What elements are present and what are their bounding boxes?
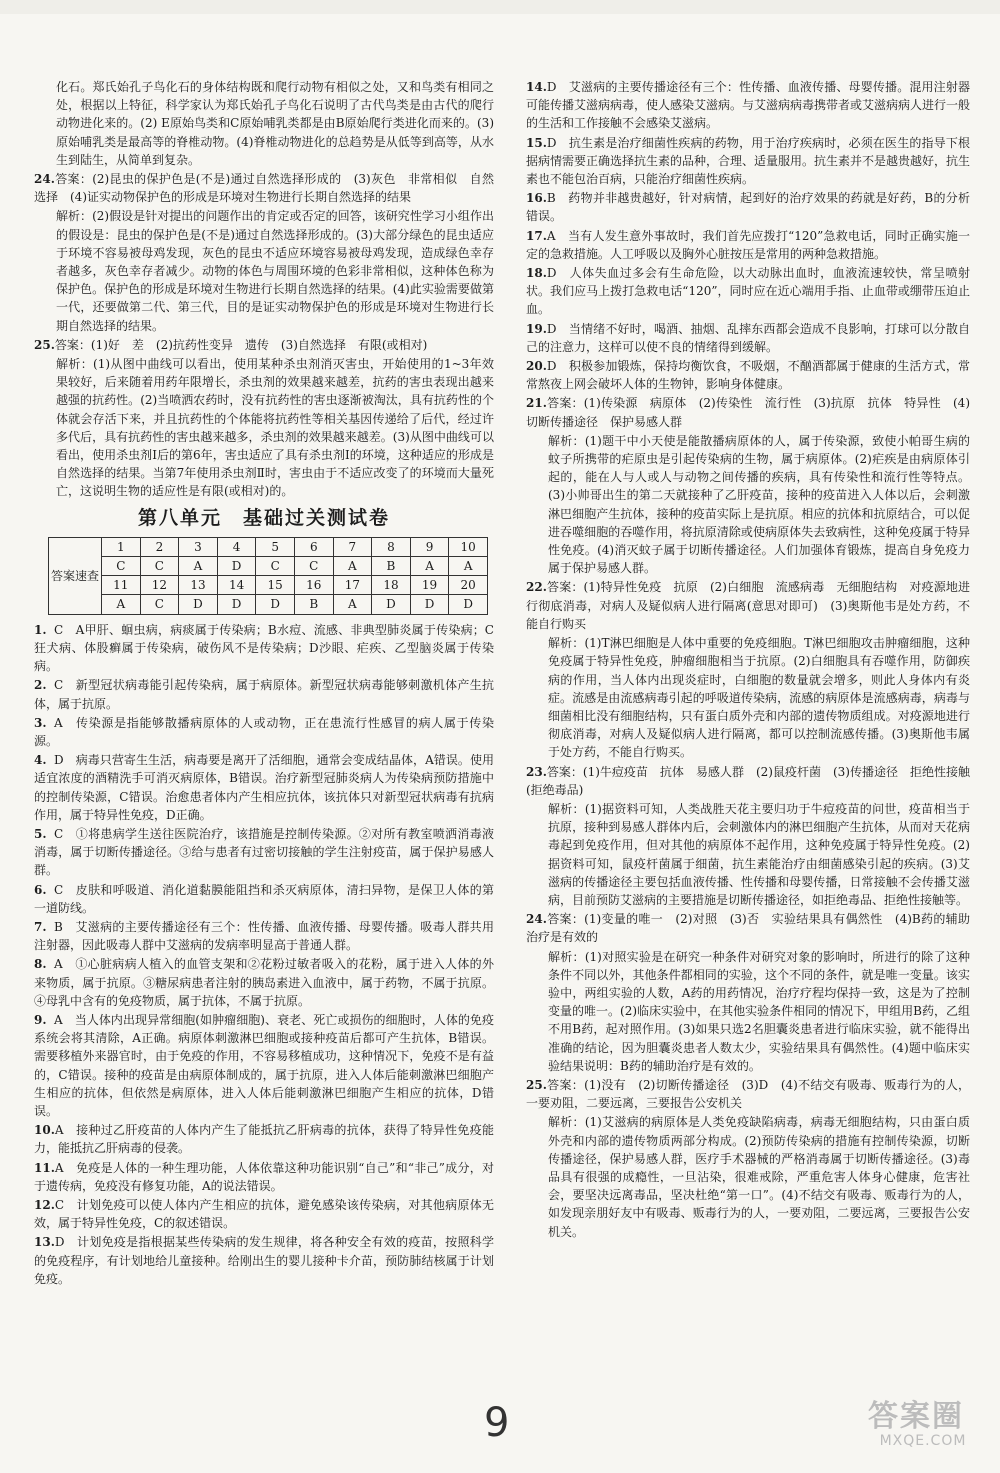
question-number: 22. — [526, 580, 547, 595]
answer-entry — [526, 394, 970, 430]
question-number: 25. — [34, 337, 55, 352]
answer-table-row — [49, 557, 488, 576]
answer-entry — [526, 227, 970, 263]
answer-letter: A — [449, 557, 488, 576]
entry-text: A 免疫是人体的一种生理功能，人体依靠这种功能识别“自己”和“非己”成分，对于遗传病，免疫没有修复功能，A的说法错误。 — [34, 1160, 494, 1193]
entry-text: D 抗生素是治疗细菌性疾病的药物，用于治疗疾病时，必须在医生的指导下根据病情需要正确选择抗生素的品种，合理、适量服用。抗生素并不是越贵越好，抗生素也不能包治百病，只能治疗细菌性疾病。 — [526, 135, 971, 187]
watermark-logo: 答案圈 — [868, 1399, 964, 1434]
answer-entry — [34, 621, 494, 676]
question-number: 13. — [34, 1235, 55, 1250]
answer-letter: C — [294, 557, 333, 576]
answer-entry — [526, 264, 970, 319]
answer-entry — [34, 355, 494, 501]
question-number: 24. — [34, 172, 55, 187]
answer-entry — [526, 578, 970, 633]
answer-letter: B — [372, 557, 411, 576]
answer-entry — [34, 1233, 494, 1288]
answer-entry — [526, 189, 970, 225]
entry-text: A 当有人发生意外事故时，我们首先应拨打“120”急救电话，同时正确实施一定的急救措施。人工呼吸以及胸外心脏按压是常用的两种急救措施。 — [526, 228, 970, 261]
entry-text: 解析：(1)T淋巴细胞是人体中重要的免疫细胞。T淋巴细胞攻击肿瘤细胞，这种免疫属于特异性免疫，肿瘤细胞相当于抗原。(2)白细胞具有吞噬作用，防御疾病的作用，当人体内出现炎症时，白细胞的数量就会增多，则此人身体内有炎症。流感是由流感病毒引起的呼吸道传染病，流感的病原体是流感病毒，病毒与细菌相比没有细胞结构，只有蛋白质外壳和内部的遗传物质组成。对疫源地进行彻底消毒，对病人及疑似病人进行隔离，都可以控制流感传播。(3)奥斯他韦属于处方药，不能自行购买。 — [548, 636, 970, 760]
answer-entry — [34, 751, 494, 824]
answer-num: 13 — [179, 576, 218, 595]
answer-table-row — [49, 595, 488, 614]
entry-text: 答案：(1)特异性免疫 抗原 (2)白细胞 流感病毒 无细胞结构 对疫源地进行彻底消毒，对病人及疑似病人进行隔离(意思对即可) (3)奥斯他韦是处方药，不能自行购买 — [526, 580, 970, 631]
answer-letter: C — [256, 557, 295, 576]
answer-num: 8 — [372, 537, 411, 556]
answer-num: 6 — [294, 537, 333, 556]
answer-letter: C — [140, 557, 179, 576]
answer-num: 10 — [449, 537, 488, 556]
question-number: 11. — [34, 1160, 55, 1175]
page-number: 9 — [484, 1400, 510, 1446]
question-number: 16. — [526, 191, 547, 206]
answer-entry — [526, 1076, 970, 1112]
answer-entry — [526, 1113, 970, 1240]
question-number: 20. — [526, 359, 547, 374]
question-number: 25. — [526, 1077, 547, 1092]
question-number: 15. — [526, 135, 547, 150]
answer-letter: D — [372, 595, 411, 614]
entry-text: 解析：(1)对照实验是在研究一种条件对研究对象的影响时，所进行的除了这种条件不同以外，其他条件都相同的实验，这个不同的条件，就是唯一变量。该实验中，两组实验的人数，A药的用药情况，治疗疗程均保持一致，这是为了控制变量的唯一。(2)临床实验中，在其他实验条件相同的情况下，甲组用B药，乙组不用B药，起对照作用。(3)如果只选2名胆囊炎患者进行临床实验，就不能得出准确的结论，因为胆囊炎患者人数太少，实验结果具有偶然性。(4)题中临床实验结果说明：B药的辅助治疗是有效的。 — [548, 949, 970, 1073]
answer-entry — [526, 948, 970, 1075]
question-number: 1. — [34, 622, 47, 637]
answer-letter: A — [333, 595, 372, 614]
answer-entry — [526, 432, 970, 578]
answer-entry — [526, 134, 970, 189]
answer-letter: A — [410, 557, 449, 576]
entry-text: 解析：(1)艾滋病的病原体是人类免疫缺陷病毒，病毒无细胞结构，只由蛋白质外壳和内部的遗传物质两部分构成。(2)预防传染病的措施有控制传染源，切断传播途径，保护易感人群，医疗手术器械的严格消毒属于切断传播途径。(3)毒品具有很强的成瘾性，一旦沾染，很难戒除，严重危害人体身心健康，危害社会，要坚决远离毒品，坚决杜绝“第一口”。(4)不结交有吸毒、贩毒行为的人，如发现亲朋好友中有吸毒、贩毒行为的人，一要劝阻，二要远离，三要报告公安机关。 — [548, 1115, 970, 1239]
question-number: 19. — [526, 321, 547, 336]
answer-entry — [34, 1196, 494, 1232]
entry-text: D 积极参加锻炼，保持均衡饮食，不吸烟，不酗酒都属于健康的生活方式，常常熬夜上网会破坏人体的生物钟，影响身体健康。 — [526, 359, 970, 392]
answer-entry — [526, 357, 970, 393]
answer-letter: A — [333, 557, 372, 576]
answer-entry — [34, 825, 494, 880]
left-entries — [34, 78, 494, 501]
question-number: 14. — [526, 80, 547, 94]
question-number: 2. — [34, 678, 47, 693]
answer-entry — [34, 78, 494, 169]
answer-num: 1 — [102, 537, 141, 556]
question-number: 8. — [34, 957, 47, 972]
question-number: 21. — [526, 396, 547, 411]
answer-entry — [34, 955, 494, 1010]
answer-entry — [34, 170, 494, 206]
answer-num: 12 — [140, 576, 179, 595]
answer-letter: D — [449, 595, 488, 614]
entry-text: C 皮肤和呼吸道、消化道黏膜能阻挡和杀灭病原体，清扫异物，是保卫人体的第一道防线。 — [34, 882, 494, 915]
entry-text: D 计划免疫是指根据某些传染病的发生规律，将各种安全有效的疫苗，按照科学的免疫程序，有计划地给儿童接种。给刚出生的婴儿接种卡介苗，预防肺结核属于计划免疫。 — [34, 1235, 494, 1286]
answer-table — [48, 537, 488, 615]
question-number: 12. — [34, 1197, 55, 1212]
question-number: 3. — [34, 715, 47, 730]
answer-num: 2 — [140, 537, 179, 556]
answer-num: 4 — [217, 537, 256, 556]
entry-text: C ①将患病学生送往医院治疗，该措施是控制传染源。②对所有教室喷洒消毒液消毒，属于切断传播途径。③给与患者有过密切接触的学生注射疫苗，属于保护易感人群。 — [34, 826, 494, 878]
entry-text: A ①心脏病病人植入的血管支架和②花粉过敏者吸入的花粉，属于进入人体的外来物质，属于抗原。③糖尿病患者注射的胰岛素进入血液中，属于药物，不属于抗原。④母乳中含有的免疫物质，属于抗体，不属于抗原。 — [34, 957, 494, 1008]
answer-num: 17 — [333, 576, 372, 595]
answer-num: 20 — [449, 576, 488, 595]
answer-num: 3 — [179, 537, 218, 556]
entry-text: 解析：(1)从图中曲线可以看出，使用某种杀虫剂消灭害虫，开始使用的1~3年效果较好，后来随着用药年限增长，杀虫剂的效果越来越差，抗药的害虫表现出越来越强的抗药性。(2)当喷洒农药时，没有抗药性的害虫逐渐被淘汰，具有抗药性的个体就会存活下来，并且抗药性的个体能将抗药性等相关基因传递给了后代，经过许多代后，具有抗药性的害虫越来越多，杀虫剂的效果越来越差。(3)从图中曲线可以看出，使用杀虫剂Ⅰ后的第6年，害虫适应了具有杀虫剂Ⅰ的环境，这种适应的形成是自然选择的结果。当第7年使用杀虫剂Ⅱ时，害虫由于不适应改变了的环境而大量死亡，这说明生物的适应性是有限(或相对)的。 — [56, 357, 494, 499]
entry-text: D 病毒只营寄生生活，病毒要是离开了活细胞，通常会变成结晶体，A错误。使用适宜浓度的酒精洗手可消灭病原体，B错误。治疗新型冠肺炎病人为传染病预防措施中的控制传染源，C错误。治愈患者体内产生相应抗体，该抗体只对新型冠状病毒有抗病作用，属于特异性免疫，D正确。 — [34, 753, 494, 822]
entry-text: B 药物并非越贵越好，针对病情，起到好的治疗效果的药就是好药，B的分析错误。 — [526, 191, 970, 224]
entry-text: 化石。郑氏始孔子鸟化石的身体结构既和爬行动物有相似之处，又和鸟类有相同之处，根据以上特征，科学家认为郑氏始孔子鸟化石说明了古代鸟类是由古代的爬行动物进化来的。(2) E原始鸟类和C原始哺乳类都是由B原始爬行类进化而来的。(3)原始哺乳类是最高等的脊椎动物。(4)脊椎动物进化的总趋势是从低等到高等，从水生到陆生，从简单到复杂。 — [56, 80, 494, 167]
answer-num: 15 — [256, 576, 295, 595]
answer-entry — [34, 336, 494, 354]
answer-entry — [526, 634, 970, 761]
answer-num: 18 — [372, 576, 411, 595]
entry-text: D 人体失血过多会有生命危险，以大动脉出血时，血液流速较快，常呈喷射状。我们应马上拨打急救电话“120”，同时应在近心端用手指、止血带或绷带压迫止血。 — [526, 266, 970, 317]
answer-letter: D — [217, 595, 256, 614]
answer-table-row — [49, 576, 488, 595]
entry-text: C A甲肝、蛔虫病，病痰属于传染病；B水痘、流感、非典型肺炎属于传染病；C狂犬病、体股癣属于传染病，破伤风不是传染病；D沙眼、疟疾、乙型脑炎属于传染病。 — [34, 622, 494, 674]
answer-letter: D — [256, 595, 295, 614]
unit-title: 第八单元 基础过关测试卷 — [137, 506, 390, 529]
question-number: 4. — [34, 753, 47, 768]
watermark-site: MXQE.COM — [879, 1433, 967, 1449]
answer-num: 11 — [102, 576, 141, 595]
question-number: 10. — [34, 1123, 55, 1138]
answer-letter: C — [102, 557, 141, 576]
entry-text: 解析：(2)假设是针对提出的问题作出的肯定或否定的回答，该研究性学习小组作出的假设是：昆虫的保护色是(不是)通过自然选择形成的。(3)大部分绿色的昆虫适应于环境不容易被母鸡发现，灰色的昆虫不适应环境容易被母鸡发现，造成绿色幸存者越多，灰色幸存者减少。动物的体色与周围环境的色彩非常相似，这种体色称为保护色。保护色的形成是环境对生物进行长期自然选择的结果。(4)此实验需要做第一代，还要做第二代、第三代，目的是证实动物保护色的形成是环境对生物进行长期自然选择的结果。 — [56, 209, 494, 333]
left-entries-unit8 — [34, 621, 494, 1288]
answer-letter: A — [102, 595, 141, 614]
question-number: 6. — [34, 882, 47, 897]
entry-text: 答案：(1)传染源 病原体 (2)传染性 流行性 (3)抗原 抗体 特异性 (4)切断传播途径 保护易感人群 — [526, 396, 970, 429]
entry-text: 答案：(1)变量的唯一 (2)对照 (3)否 实验结果具有偶然性 (4)B药的辅助治疗是有效的 — [526, 912, 970, 945]
entry-text: 答案：(1)好 差 (2)抗药性变异 遗传 (3)自然选择 有限(或相对) — [54, 337, 428, 352]
answer-num: 16 — [294, 576, 333, 595]
answer-entry — [526, 320, 970, 356]
entry-text: A 当人体内出现异常细胞(如肿瘤细胞)、衰老、死亡或损伤的细胞时，人体的免疫系统会将其清除，A正确。病原体刺激淋巴细胞或接种疫苗后都可产生抗体，B错误。需要移植外来器官时，由于免疫的作用，不容易移植成功，这种情况下，免疫不是有益的，C错误。接种的疫苗是由病原体制成的，属于抗原，进入人体后能刺激淋巴细胞产生相应的抗体，但依然是病原体，进入人体后能刺激淋巴细胞产生相应的抗体，D错误。 — [34, 1012, 494, 1118]
answer-entry — [34, 1011, 494, 1120]
right-entries — [526, 78, 970, 1241]
question-number: 24. — [526, 912, 547, 927]
answer-entry — [526, 800, 970, 909]
entry-text: 答案：(1)牛痘疫苗 抗体 易感人群 (2)鼠疫杆菌 (3)传播途径 拒绝性接触(拒绝毒品) — [526, 764, 970, 797]
entry-text: 答案：(1)没有 (2)切断传播途径 (3)D (4)不结交有吸毒、贩毒行为的人，一要劝阻，二要远离，三要报告公安机关 — [526, 1077, 970, 1111]
entry-text: A 接种过乙肝疫苗的人体内产生了能抵抗乙肝病毒的抗体，获得了特异性免疫能力，能抵抗乙肝病毒的侵袭。 — [34, 1123, 494, 1156]
entry-text: 答案：(2)昆虫的保护色是(不是)通过自然选择形成的 (3)灰色 非常相似 自然选择 (4)证实动物保护色的形成是环境对生物进行长期自然选择的结果 — [34, 172, 494, 205]
answer-entry — [34, 881, 494, 917]
answer-entry — [526, 910, 970, 946]
answer-entry — [526, 78, 970, 133]
question-number: 23. — [526, 764, 547, 779]
question-number: 5. — [34, 826, 47, 841]
answer-letter: D — [410, 595, 449, 614]
answer-num: 9 — [410, 537, 449, 556]
entry-text: C 计划免疫可以使人体内产生相应的抗体，避免感染该传染病，对其他病原体无效，属于特异性免疫，C的叙述错误。 — [34, 1197, 494, 1231]
answer-entry — [34, 714, 494, 750]
entry-text: D 当情绪不好时，喝酒、抽烟、乱摔东西都会造成不良影响，打球可以分散自己的注意力，这样可以使不良的情绪得到缓解。 — [526, 321, 970, 354]
scan-top-edge — [0, 0, 1000, 14]
answer-table-label: 答案速查 — [49, 537, 102, 614]
answer-entry — [34, 918, 494, 954]
question-number: 18. — [526, 266, 547, 281]
answer-letter: A — [179, 557, 218, 576]
entry-text: D 艾滋病的主要传播途径有三个：性传播、血液传播、母婴传播。混用注射器可能传播艾滋病病毒，使人感染艾滋病。与艾滋病病毒携带者或艾滋病病人进行一般的生活和工作接触不会感染艾滋病。 — [526, 80, 971, 131]
question-number: 17. — [526, 228, 547, 243]
answer-letter: B — [294, 595, 333, 614]
right-column — [526, 78, 970, 1242]
entry-text: B 艾滋病的主要传播途径有三个：性传播、血液传播、母婴传播。吸毒人群共用注射器，因此吸毒人群中艾滋病的发病率明显高于普通人群。 — [34, 919, 494, 953]
answer-num: 7 — [333, 537, 372, 556]
entry-text: C 新型冠状病毒能引起传染病，属于病原体。新型冠状病毒能够刺激机体产生抗体，属于抗原。 — [34, 678, 494, 711]
answer-entry — [526, 763, 970, 799]
entry-text: A 传染源是指能够散播病原体的人或动物，正在患流行性感冒的病人属于传染源。 — [34, 715, 494, 748]
answer-num: 19 — [410, 576, 449, 595]
question-number: 7. — [34, 919, 47, 934]
left-column — [34, 78, 494, 1289]
answer-letter: C — [140, 595, 179, 614]
answer-letter: D — [217, 557, 256, 576]
answer-num: 5 — [256, 537, 295, 556]
answer-entry — [34, 207, 494, 334]
answer-entry — [34, 1121, 494, 1157]
question-number: 9. — [34, 1012, 47, 1027]
answer-table-row — [49, 537, 488, 556]
entry-text: 解析：(1)题干中小天使是能散播病原体的人，属于传染源，致使小帕哥生病的蚊子所携带的疟原虫是引起传染病的生物，属于病原体。(2)疟疾是由病原体引起的，能在人与人或人与动物之间传播的疾病，具有传染性和流行性等特点。(3)小帅哥出生的第二天就接种了乙肝疫苗，接种的疫苗进入人体以后，会刺激淋巴细胞产生抗体，接种的疫苗实际上是抗原。相应的抗体和抗原结合，可以促进吞噬细胞的吞噬作用，将抗原清除或使病原体失去致病性，这种免疫属于特异性免疫。(4)消灭蚊子属于切断传播途径。人们加强体育锻炼，提高自身免疫力属于保护易感人群。 — [548, 433, 970, 576]
answer-num: 14 — [217, 576, 256, 595]
answer-letter: D — [179, 595, 218, 614]
entry-text: 解析：(1)据资料可知，人类战胜天花主要归功于牛痘疫苗的问世，疫苗相当于抗原，接种到易感人群体内后，会刺激体内的淋巴细胞产生抗体，从而对天花病毒起到免疫作用，但对其他的病原体不起作用，这种免疫属于特异性免疫。(2)据资料可知，鼠疫杆菌属于细菌，抗生素能治疗由细菌感染引起的疾病。(3)艾滋病的传播途径主要包括血液传播、性传播和母婴传播，日常接触不会传播艾滋病，目前预防艾滋病的主要措施是切断传播途径，如拒绝毒品、拒绝性接触等。 — [548, 801, 970, 907]
watermark — [868, 1401, 978, 1457]
answer-entry — [34, 1159, 494, 1195]
answer-entry — [34, 676, 494, 712]
